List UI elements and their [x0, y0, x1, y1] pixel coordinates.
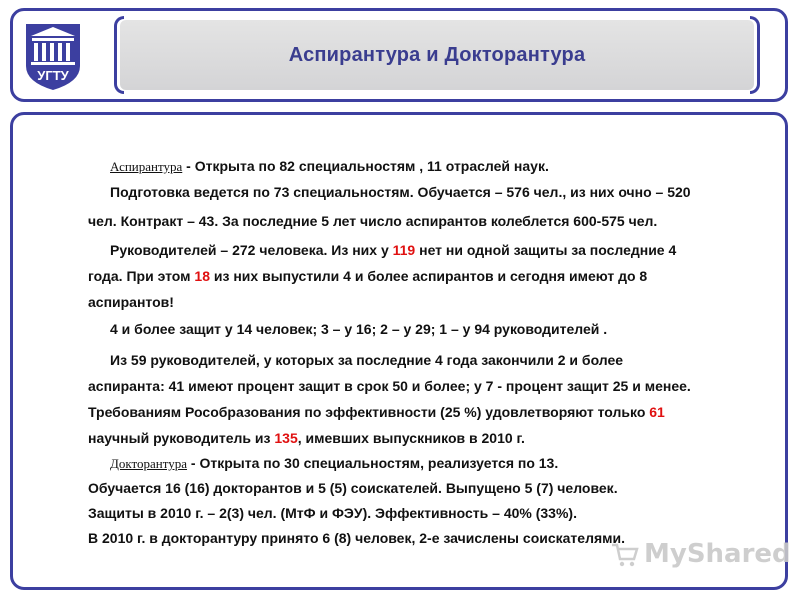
cart-icon [610, 539, 640, 569]
term-aspirantura: Аспирантура [110, 159, 183, 174]
paragraph-line: Из 59 руководителей, у которых за последние 4 года закончили 2 и более [110, 352, 624, 368]
paragraph-text: - Открыта по 82 специальностям , 11 отраслей наук. [182, 158, 549, 174]
paragraph-line: аспиранта: 41 имеют процент защит в срок 50 и более; у 7 - процент защит 25 и менее. [88, 378, 691, 394]
paragraph-doktorantura [62, 454, 772, 472]
paragraph-line [62, 241, 772, 259]
text-segment: из них выпустили 4 и более аспирантов и сегодня имеют до 8 [210, 268, 648, 284]
paragraph-line: аспирантов! [88, 294, 174, 310]
university-logo [22, 20, 84, 92]
highlight-number: 119 [392, 242, 416, 258]
paragraph-line: В 2010 г. в докторантуру принято 6 (8) человек, 2-е зачислены соискателями. [88, 530, 625, 546]
term-doktorantura: Докторантура [110, 456, 188, 471]
paragraph-line [62, 429, 772, 447]
text-segment: , имевших выпускников в 2010 г. [297, 430, 525, 446]
paragraph-line: 4 и более защит у 14 человек; 3 – у 16; 2 – у 29; 1 – у 94 руководителей . [110, 321, 608, 337]
title-bracket-right [750, 16, 760, 94]
paragraph-text: - Открыта по 30 специальностям, реализуется по 13. [187, 455, 559, 471]
paragraph-line [62, 267, 772, 285]
paragraph-line: Подготовка ведется по 73 специальностям. Обучается – 576 чел., из них очно – 520 [110, 184, 691, 200]
paragraph-line: Обучается 16 (16) докторантов и 5 (5) соискателей. Выпущено 5 (7) человек. [88, 480, 618, 496]
title-box [120, 20, 754, 90]
text-segment: года. При этом [88, 268, 195, 284]
text-segment: Требованиям Рособразования по эффективности (25 %) удовлетворяют только [88, 404, 650, 420]
watermark [610, 538, 791, 570]
paragraph-line [62, 403, 772, 421]
text-segment: нет ни одной защиты за последние 4 [415, 242, 677, 258]
highlight-number: 61 [649, 404, 665, 420]
content-text [62, 150, 772, 547]
paragraph-aspirantura [62, 157, 772, 175]
text-segment: научный руководитель из [88, 430, 275, 446]
paragraph-line: чел. Контракт – 43. За последние 5 лет число аспирантов колеблется 600-575 чел. [88, 213, 658, 229]
highlight-number: 18 [194, 268, 210, 284]
watermark-text: MyShared [644, 539, 791, 569]
logo-text: УГТУ [37, 68, 69, 83]
highlight-number: 135 [274, 430, 298, 446]
paragraph-line: Защиты в 2010 г. – 2(3) чел. (МтФ и ФЭУ). Эффективность – 40% (33%). [88, 505, 577, 521]
page-title: Аспирантура и Докторантура [288, 43, 586, 66]
text-segment: Руководителей – 272 человека. Из них у [110, 242, 393, 258]
